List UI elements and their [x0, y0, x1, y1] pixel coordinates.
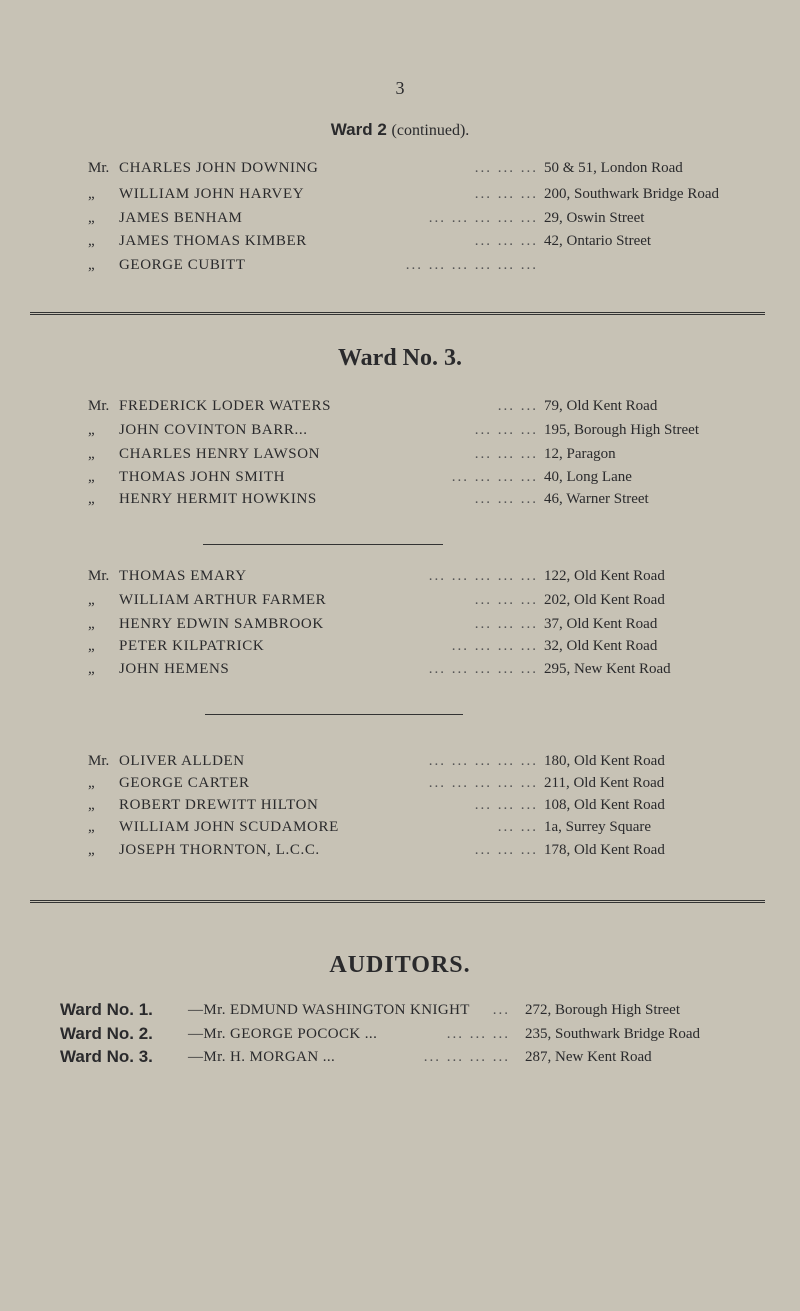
member-prefix: „	[88, 469, 95, 485]
member-prefix: „	[88, 819, 95, 835]
member-row	[88, 797, 708, 819]
member-name: JAMES BENHAM	[119, 210, 243, 226]
member-address: 122, Old Kent Road	[544, 568, 665, 584]
dot-leader: ... ... ...	[474, 797, 538, 813]
dot-leader: ...	[492, 1002, 510, 1018]
member-prefix: „	[88, 257, 95, 273]
ward-2-continued: (continued).	[391, 122, 470, 139]
member-row	[88, 186, 719, 208]
member-name: ROBERT DREWITT HILTON	[119, 797, 319, 813]
member-name: FREDERICK LODER WATERS	[119, 398, 332, 414]
auditor-row	[60, 1047, 760, 1071]
member-row	[88, 233, 708, 255]
member-row	[88, 257, 708, 279]
member-name: THOMAS JOHN SMITH	[119, 469, 286, 485]
dot-leader: ... ... ... ... ...	[428, 210, 538, 226]
member-address: 202, Old Kent Road	[544, 592, 665, 608]
member-name: WILLIAM ARTHUR FARMER	[119, 592, 327, 608]
dot-leader: ... ... ...	[474, 616, 538, 632]
member-name: HENRY EDWIN SAMBROOK	[119, 616, 324, 632]
member-row	[88, 842, 708, 864]
member-address: 79, Old Kent Road	[544, 398, 658, 414]
member-name: OLIVER ALLDEN	[119, 753, 245, 769]
auditor-name: —Mr. EDMUND WASHINGTON KNIGHT	[188, 1002, 470, 1018]
member-prefix: „	[88, 422, 95, 438]
auditor-ward: Ward No. 3.	[60, 1047, 153, 1066]
member-address: 178, Old Kent Road	[544, 842, 665, 858]
member-address: 211, Old Kent Road	[544, 775, 665, 791]
member-name: JAMES THOMAS KIMBER	[119, 233, 307, 249]
member-address: 1a, Surrey Square	[544, 819, 652, 835]
auditors-heading: AUDITORS.	[329, 952, 471, 978]
member-address: 40, Long Lane	[544, 469, 632, 485]
dot-leader: ... ... ... ...	[451, 469, 538, 485]
member-address: 32, Old Kent Road	[544, 638, 658, 654]
member-row	[88, 491, 708, 513]
member-name: CHARLES JOHN DOWNING	[119, 160, 319, 176]
member-prefix: „	[88, 638, 95, 654]
ward-3-heading: Ward No. 3.	[337, 345, 462, 371]
member-prefix: „	[88, 842, 95, 858]
auditor-ward: Ward No. 1.	[60, 1000, 153, 1019]
member-prefix: „	[88, 592, 95, 608]
member-row	[88, 398, 708, 420]
auditor-name: —Mr. H. MORGAN ...	[188, 1049, 336, 1065]
member-name: JOHN COVINTON BARR...	[119, 422, 308, 438]
dot-leader: ... ... ...	[474, 160, 538, 176]
ward-2-heading	[0, 120, 800, 140]
dot-leader: ... ... ...	[474, 186, 538, 202]
auditor-name: —Mr. GEORGE POCOCK ...	[188, 1026, 378, 1042]
member-prefix: Mr.	[88, 568, 110, 584]
member-prefix: „	[88, 210, 95, 226]
member-prefix: „	[88, 775, 95, 791]
member-prefix: „	[88, 661, 95, 677]
member-row	[88, 616, 708, 638]
member-prefix: „	[88, 446, 95, 462]
member-address: 29, Oswin Street	[544, 210, 645, 226]
member-address: 46, Warner Street	[544, 491, 649, 507]
auditor-address: 287, New Kent Road	[525, 1049, 652, 1065]
member-name: JOSEPH THORNTON, L.C.C.	[119, 842, 320, 858]
member-prefix: Mr.	[88, 753, 110, 769]
dot-leader: ... ... ... ...	[423, 1049, 510, 1065]
member-row	[88, 638, 708, 660]
page-number: 3	[395, 78, 405, 98]
member-prefix: „	[88, 186, 95, 202]
member-address: 200, Southwark Bridge Road	[544, 186, 719, 202]
dot-leader: ... ...	[497, 398, 538, 414]
member-row	[88, 469, 708, 491]
dot-leader: ... ... ...	[474, 592, 538, 608]
dot-leader: ... ... ...	[474, 422, 538, 438]
dot-leader: ... ... ...	[474, 842, 538, 858]
member-address: 180, Old Kent Road	[544, 753, 665, 769]
dot-leader: ... ... ... ... ...	[428, 568, 538, 584]
member-name: WILLIAM JOHN SCUDAMORE	[119, 819, 339, 835]
member-row	[88, 661, 708, 683]
dot-leader: ... ... ...	[474, 491, 538, 507]
member-prefix: „	[88, 616, 95, 632]
dot-leader: ... ... ... ... ...	[428, 775, 538, 791]
member-prefix: „	[88, 233, 95, 249]
member-address: 195, Borough High Street	[544, 422, 699, 438]
dot-leader: ... ... ... ... ...	[428, 661, 538, 677]
member-row	[88, 160, 708, 182]
member-address: 295, New Kent Road	[544, 661, 671, 677]
member-address: 108, Old Kent Road	[544, 797, 665, 813]
member-prefix: „	[88, 797, 95, 813]
auditor-address: 272, Borough High Street	[525, 1002, 680, 1018]
section-divider	[30, 900, 765, 903]
member-prefix: Mr.	[88, 398, 110, 414]
member-row	[88, 819, 708, 841]
member-name: PETER KILPATRICK	[119, 638, 265, 654]
member-row	[88, 446, 708, 468]
section-divider	[30, 312, 765, 315]
dot-leader: ... ... ...	[474, 446, 538, 462]
dot-leader: ... ...	[497, 819, 538, 835]
member-name: GEORGE CARTER	[119, 775, 250, 791]
member-name: JOHN HEMENS	[119, 661, 230, 677]
member-prefix: Mr.	[88, 160, 110, 176]
dot-leader: ... ... ... ... ... ...	[405, 257, 538, 273]
member-name: HENRY HERMIT HOWKINS	[119, 491, 317, 507]
auditor-ward: Ward No. 2.	[60, 1024, 153, 1043]
member-row	[88, 210, 708, 232]
auditor-address: 235, Southwark Bridge Road	[525, 1026, 700, 1042]
dot-leader: ... ... ...	[446, 1026, 510, 1042]
member-address: 12, Paragon	[544, 446, 616, 462]
member-address: 42, Ontario Street	[544, 233, 652, 249]
member-name: GEORGE CUBITT	[119, 257, 246, 273]
member-name: CHARLES HENRY LAWSON	[119, 446, 321, 462]
member-name: THOMAS EMARY	[119, 568, 247, 584]
member-name: WILLIAM JOHN HARVEY	[119, 186, 305, 202]
member-row	[88, 775, 708, 797]
member-row	[88, 422, 708, 444]
dot-leader: ... ... ...	[474, 233, 538, 249]
auditor-row	[60, 1024, 760, 1048]
member-row	[88, 753, 708, 775]
member-address: 50 & 51, London Road	[544, 160, 683, 176]
group-divider	[205, 714, 463, 715]
group-divider	[203, 544, 443, 545]
ward-2-title: Ward 2	[330, 120, 387, 139]
member-row	[88, 592, 708, 614]
member-address: 37, Old Kent Road	[544, 616, 658, 632]
member-prefix: „	[88, 491, 95, 507]
dot-leader: ... ... ... ... ...	[428, 753, 538, 769]
auditor-row	[60, 1000, 760, 1024]
member-row	[88, 568, 708, 590]
dot-leader: ... ... ... ...	[451, 638, 538, 654]
